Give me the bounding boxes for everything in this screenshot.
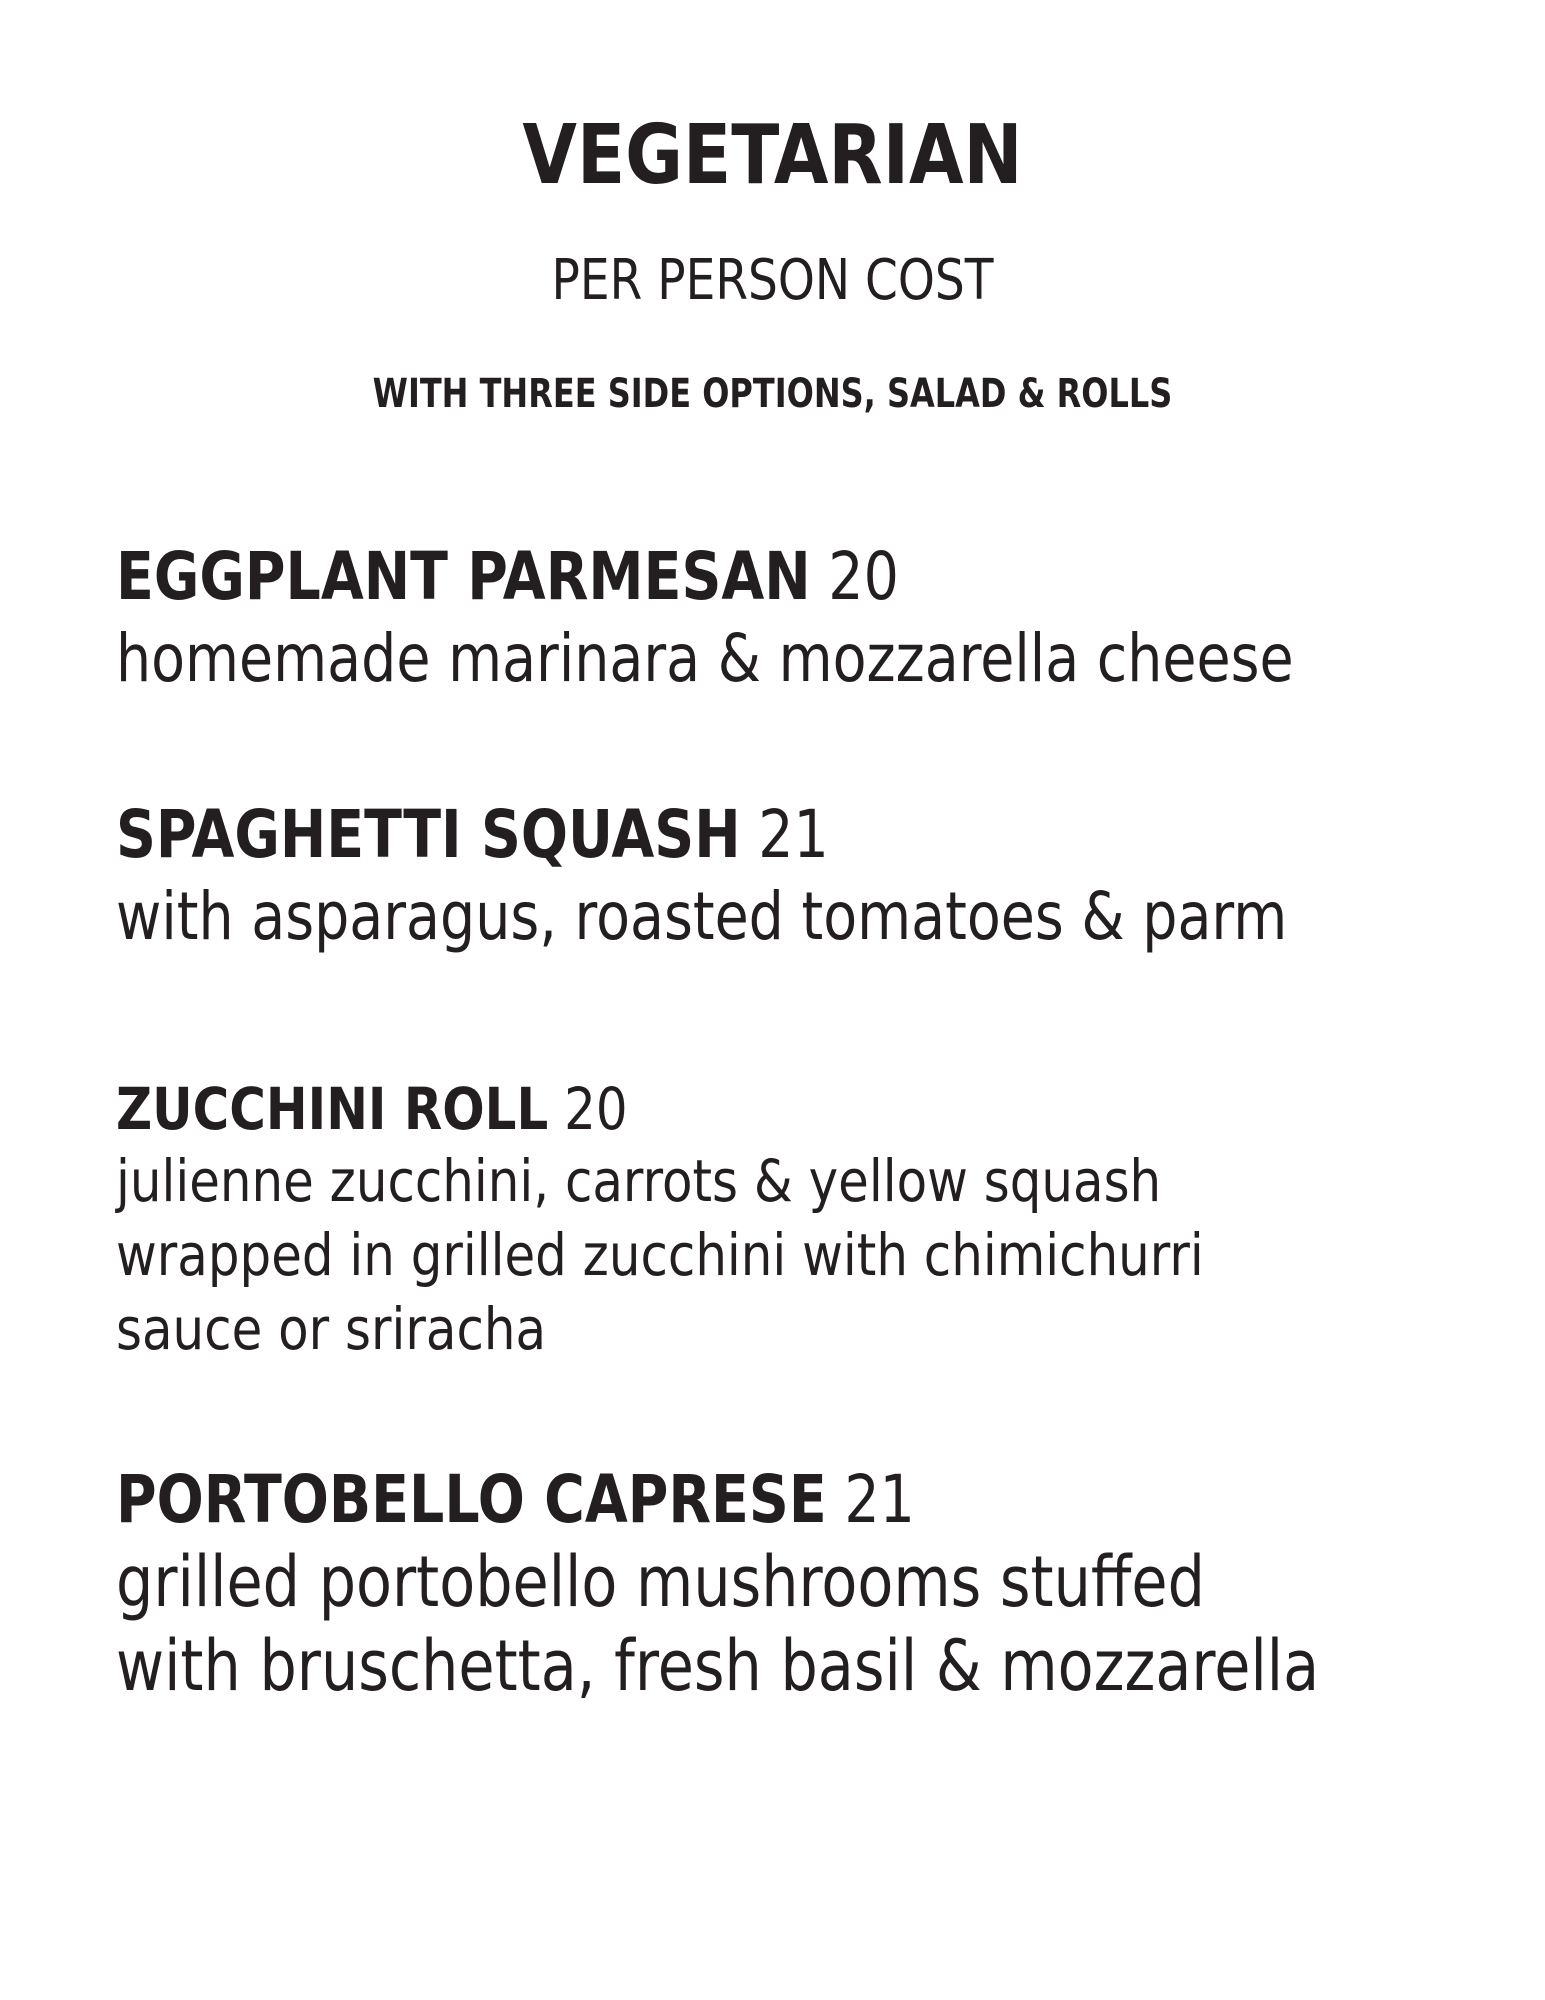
menu-item-price: 21: [844, 1461, 915, 1538]
menu-item-portobello-caprese: [116, 1460, 1320, 1708]
menu-item-description: julienne zucchini, carrots & yellow squash: [116, 1147, 1162, 1215]
menu-subtitle: PER PERSON COST: [551, 248, 994, 313]
menu-item-price: 20: [564, 1075, 628, 1143]
menu-item-name: PORTOBELLO CAPRESE: [116, 1461, 827, 1538]
menu-item-heading: [116, 1460, 1275, 1540]
menu-item-spaghetti-squash: [116, 795, 1288, 959]
menu-item-price: 20: [828, 538, 899, 615]
menu-item-eggplant-parmesan: [116, 537, 1294, 701]
menu-item-heading: [116, 795, 1275, 875]
menu-item-zucchini-roll: [116, 1074, 1303, 1366]
menu-note: WITH THREE SIDE OPTIONS, SALAD & ROLLS: [372, 371, 1173, 417]
menu-item-name: SPAGHETTI SQUASH: [116, 796, 741, 873]
menu-item-description: with asparagus, roasted tomatoes & parm: [116, 878, 1288, 955]
menu-item-price: 21: [758, 796, 829, 873]
menu-item-heading: [116, 537, 1275, 617]
menu-item-description: grilled portobello mushrooms stuffed: [116, 1541, 1205, 1623]
menu-item-name: EGGPLANT PARMESAN: [116, 538, 811, 615]
menu-item-description: with bruschetta, fresh basil & mozzarella: [116, 1625, 1320, 1707]
menu-item-description: sauce or sriracha: [116, 1295, 547, 1363]
menu-item-heading: [116, 1074, 1303, 1144]
menu-item-name: ZUCCHINI ROLL: [116, 1075, 549, 1143]
menu-title: VEGETARIAN: [522, 108, 1023, 203]
menu-item-description: homemade marinara & mozzarella cheese: [116, 620, 1294, 697]
menu-item-description: wrapped in grilled zucchini with chimichurri: [116, 1221, 1204, 1289]
